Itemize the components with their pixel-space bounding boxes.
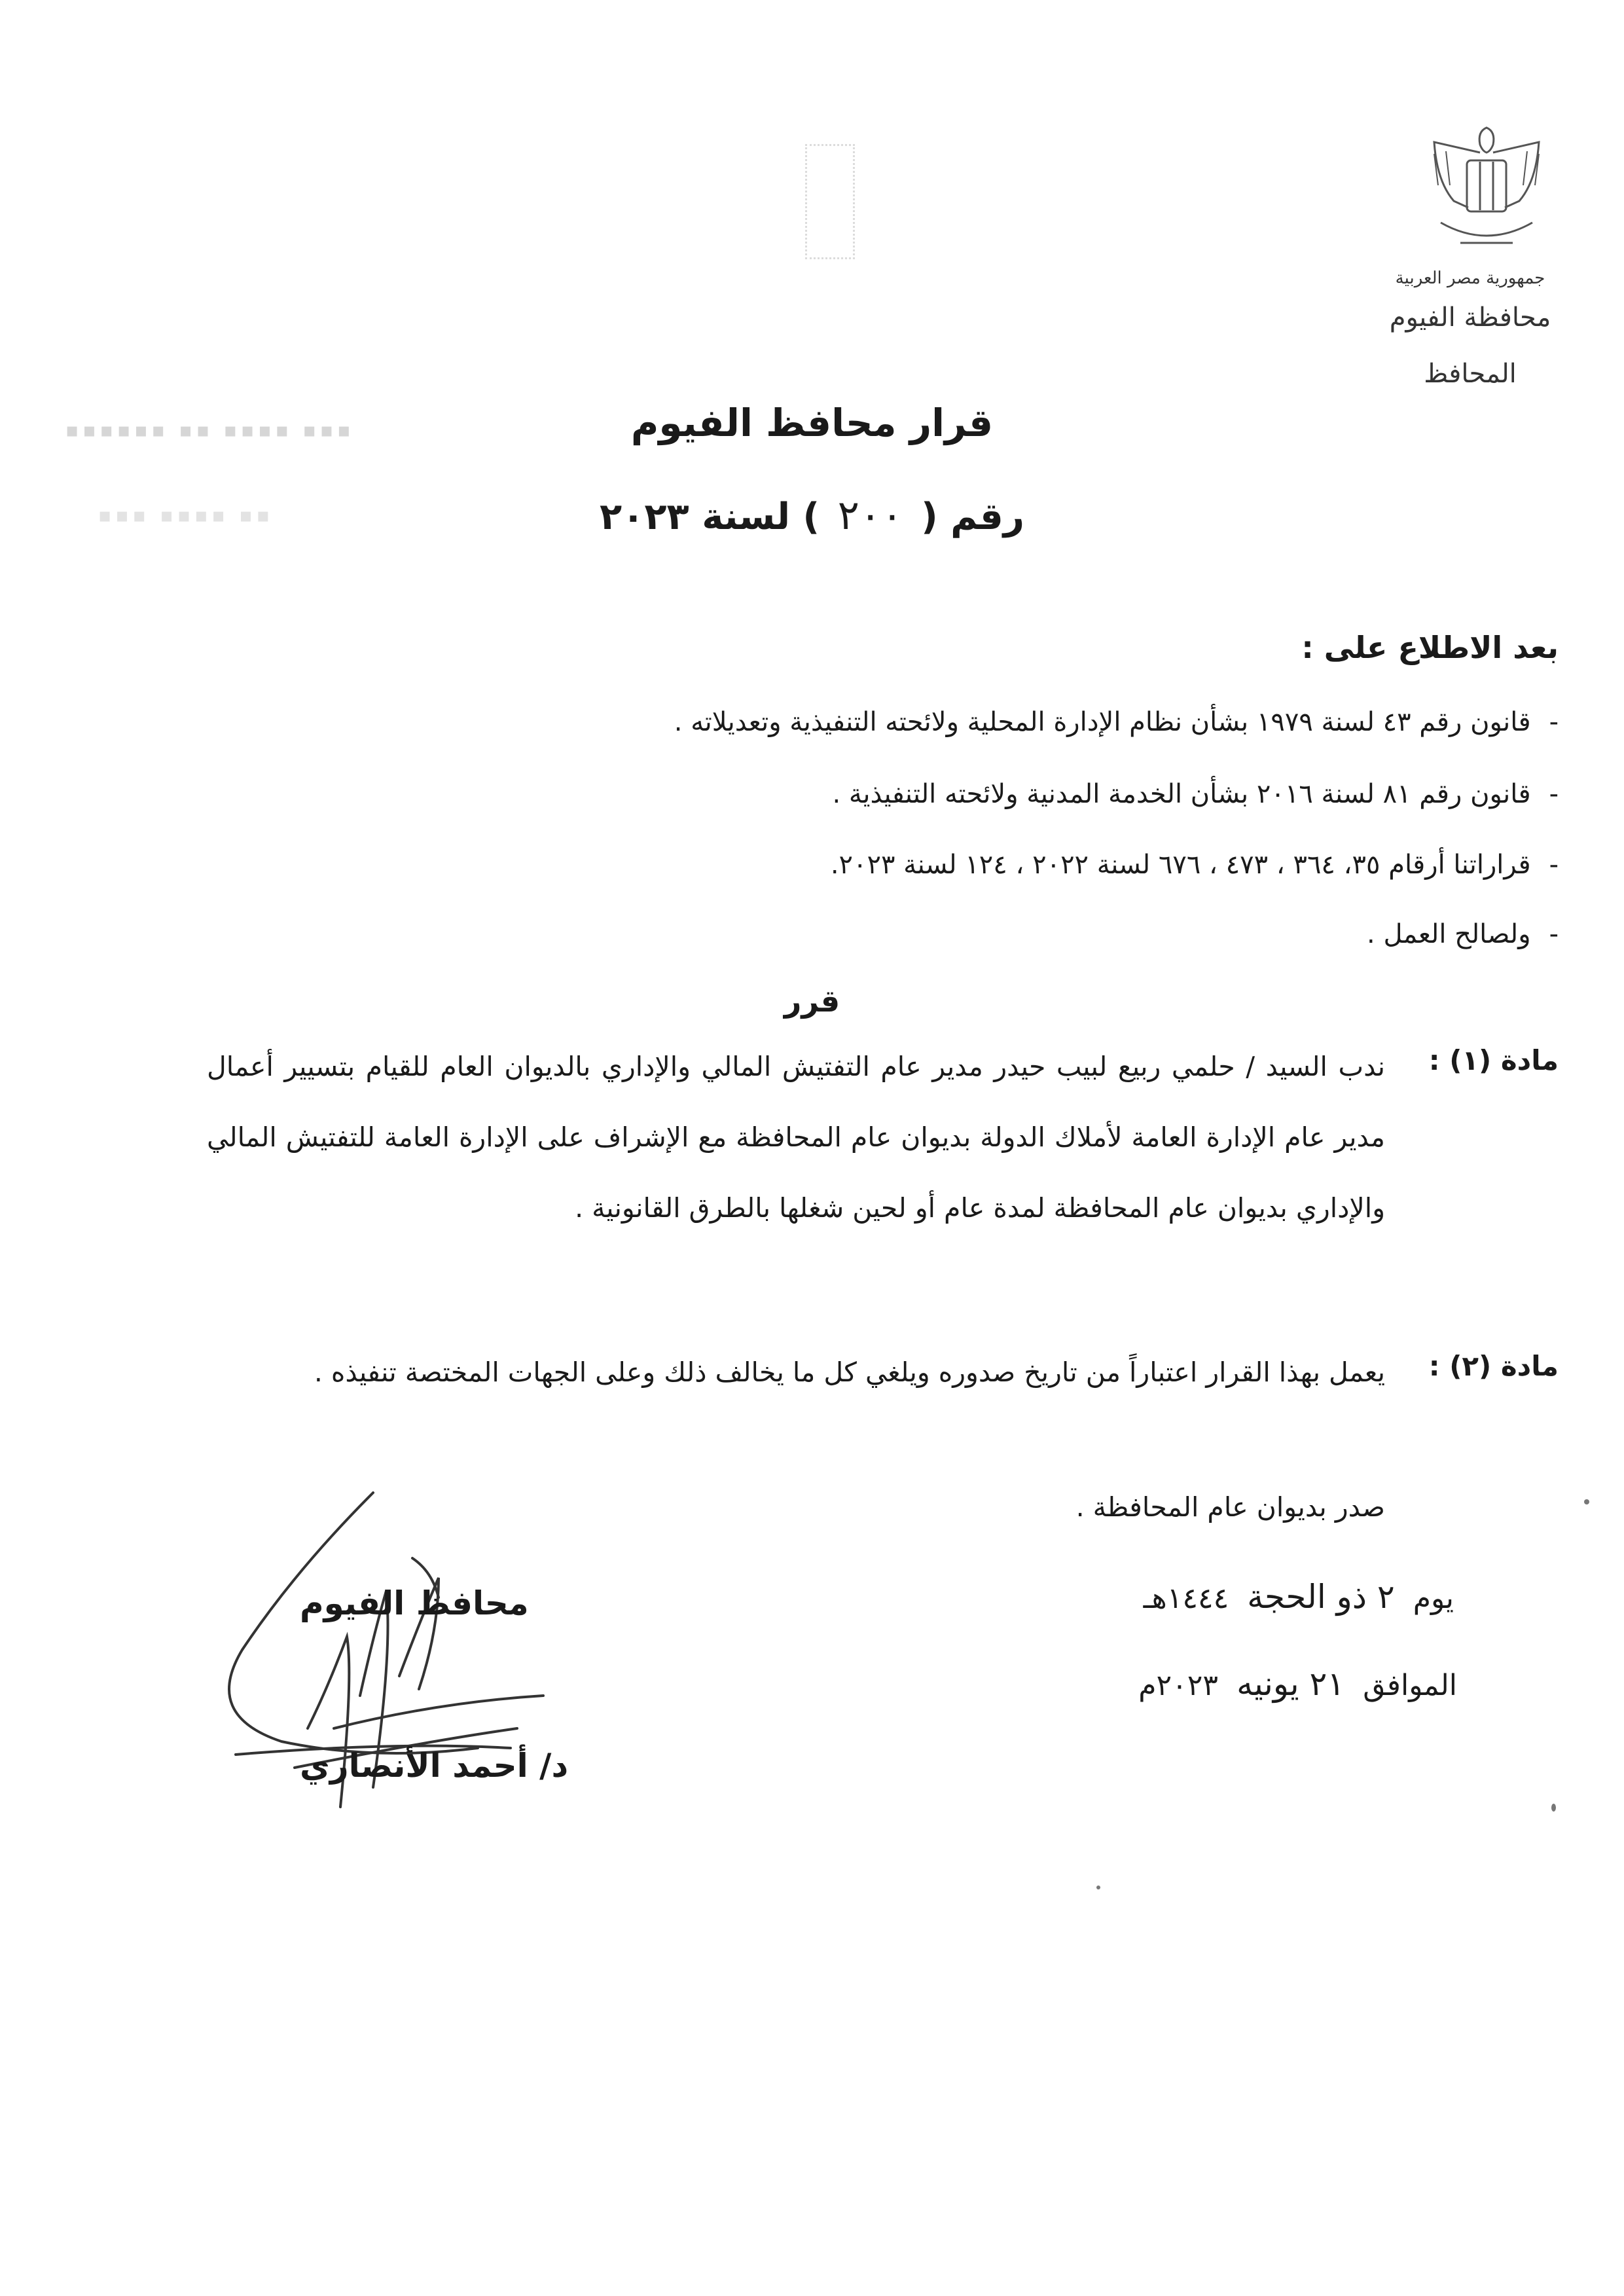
gregorian-date	[1138, 1665, 1457, 1703]
hijri-prefix: يوم	[1413, 1582, 1454, 1615]
scan-artifact: ▪▪ ▪▪▪▪ ▪▪▪	[98, 504, 274, 527]
eagle-emblem-icon	[1415, 115, 1559, 272]
letterhead-office: المحافظ	[1424, 359, 1517, 389]
decree-number-prefix: رقم (	[921, 496, 1024, 538]
hijri-year: ١٤٤٤هـ	[1143, 1582, 1229, 1615]
decree-title: قرار محافظ الفيوم	[630, 401, 994, 445]
governor-name: د/ أحمد الأنصاري	[300, 1747, 569, 1785]
governor-title: محافظ الفيوم	[300, 1584, 529, 1622]
article-2-text: يعمل بهذا القرار اعتباراً من تاريخ صدوره ويلغي كل ما يخالف ذلك وعلى الجهات المختصة تنفيذه .	[314, 1357, 1385, 1388]
gregorian-handwritten: ٢١ يونيه	[1236, 1665, 1345, 1703]
issued-statement: صدر بديوان عام المحافظة .	[1075, 1491, 1385, 1523]
citation-text: قانون رقم ٨١ لسنة ٢٠١٦ بشأن الخدمة المدنية ولائحته التنفيذية .	[832, 779, 1531, 809]
citation-item: -ولصالح العمل .	[1367, 919, 1559, 949]
citation-item: -قانون رقم ٨١ لسنة ٢٠١٦ بشأن الخدمة المدنية ولائحته التنفيذية .	[832, 779, 1559, 809]
citation-item: -قراراتنا أرقام ٣٥، ٣٦٤ ، ٤٧٣ ، ٦٧٦ لسنة ٢٠٢٢ ، ١٢٤ لسنة ٢٠٢٣.	[830, 850, 1559, 880]
citation-text: قراراتنا أرقام ٣٥، ٣٦٤ ، ٤٧٣ ، ٦٧٦ لسنة ٢٠٢٢ ، ١٢٤ لسنة ٢٠٢٣.	[830, 850, 1531, 880]
preamble-heading: بعد الاطلاع على :	[1301, 630, 1559, 665]
citation-text: قانون رقم ٤٣ لسنة ١٩٧٩ بشأن نظام الإدارة المحلية ولائحته التنفيذية وتعديلاته .	[674, 707, 1531, 737]
scan-artifact	[805, 144, 855, 259]
citation-text: ولصالح العمل .	[1367, 919, 1531, 949]
scan-artifact: ▪▪▪ ▪▪▪▪ ▪▪ ▪▪▪▪▪▪	[65, 419, 355, 442]
decided-heading: قرر	[784, 983, 840, 1019]
article-2-label: مادة (٢) :	[1428, 1350, 1559, 1382]
citation-item: -قانون رقم ٤٣ لسنة ١٩٧٩ بشأن نظام الإدارة المحلية ولائحته التنفيذية وتعديلاته .	[674, 707, 1559, 737]
letterhead-country: جمهورية مصر العربية	[1395, 268, 1545, 288]
decree-number-suffix: ) لسنة ٢٠٢٣	[600, 496, 820, 538]
decree-number-line	[0, 491, 1624, 539]
decree-number-handwritten: ٢٠٠	[837, 491, 903, 539]
scan-speck	[1551, 1804, 1556, 1812]
scan-speck	[1584, 1499, 1589, 1504]
gregorian-year: ٢٠٢٣م	[1138, 1669, 1219, 1702]
hijri-date	[1144, 1578, 1454, 1616]
hijri-handwritten: ٢ ذو الحجة	[1247, 1578, 1395, 1616]
article-1-text: ندب السيد / حلمي ربيع لبيب حيدر مدير عام التفتيش المالي والإداري بالديوان العام للقيام بتسيير أعمال مدير عام الإدارة العامة لأملاك الدولة بديوان عام المحافظة مع الإشراف على الإدارة العامة للتفتيش المالي والإداري بديوان عام المحافظة لمدة عام أو لحين شغلها بالطرق القانونية .	[207, 1051, 1385, 1224]
scan-speck	[1096, 1886, 1100, 1889]
article-1-label: مادة (١) :	[1428, 1044, 1559, 1076]
governor-signature	[164, 1480, 635, 1899]
letterhead-governorate: محافظة الفيوم	[1389, 302, 1551, 333]
gregorian-prefix: الموافق	[1363, 1669, 1457, 1702]
